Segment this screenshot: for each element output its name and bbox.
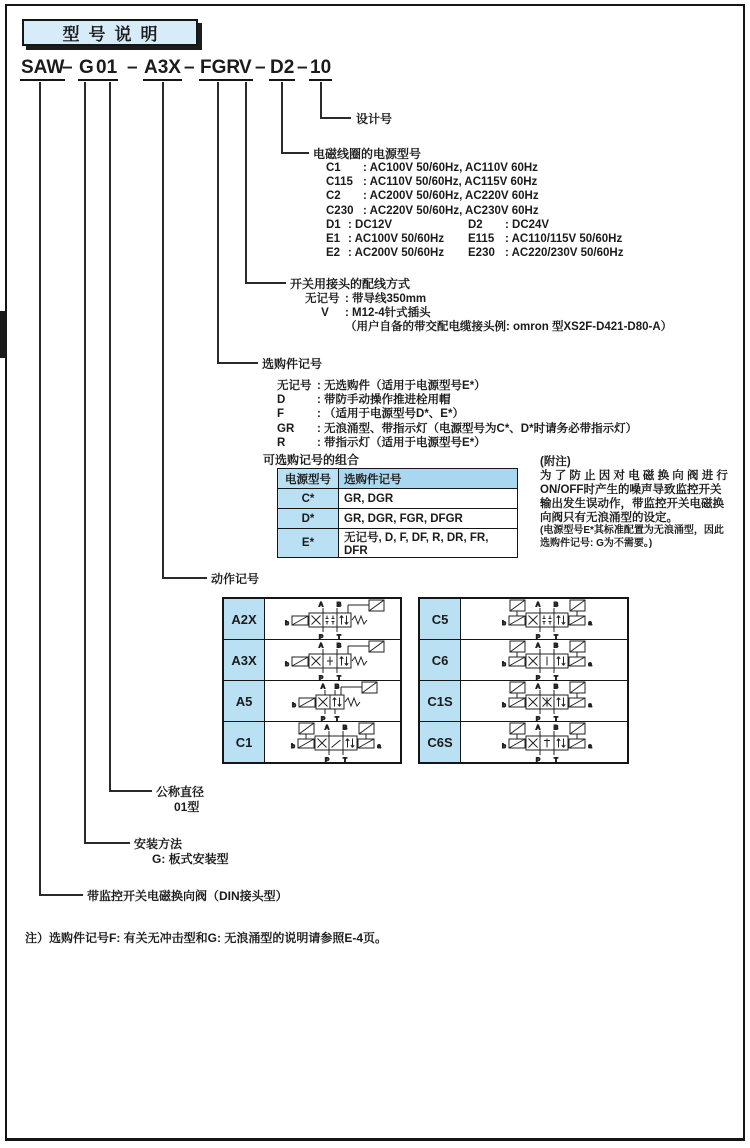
edge-index-tab bbox=[0, 311, 6, 358]
svg-text:A: A bbox=[535, 642, 541, 650]
option-desc: : （适用于电源型号D*、E*） bbox=[317, 408, 464, 421]
power-desc: : AC110V 50/60Hz, AC115V 60Hz bbox=[363, 176, 538, 189]
power-row bbox=[326, 161, 623, 175]
svg-text:B: B bbox=[342, 724, 347, 732]
svg-text:a: a bbox=[588, 743, 592, 750]
svg-text:A: A bbox=[324, 724, 329, 732]
power-row bbox=[326, 175, 623, 189]
combo-header-cell: 选购件记号 bbox=[339, 469, 518, 489]
wiring-list bbox=[305, 292, 672, 335]
model-code-segment: D2 bbox=[269, 57, 295, 81]
combo-row bbox=[278, 529, 518, 558]
option-row bbox=[277, 379, 637, 393]
connector-line bbox=[162, 577, 207, 579]
model-code-dash: – bbox=[297, 57, 308, 78]
power-desc: : AC200V 50/60Hz bbox=[348, 247, 445, 260]
option-code: R bbox=[277, 436, 286, 449]
svg-text:B: B bbox=[336, 601, 341, 609]
action-code: A3X bbox=[224, 640, 265, 680]
svg-text:b: b bbox=[502, 661, 506, 668]
power-code: D1 bbox=[326, 218, 341, 231]
mounting-label: 安装方法 bbox=[134, 837, 183, 851]
connector-line bbox=[281, 152, 309, 154]
action-section-label: 动作记号 bbox=[211, 572, 260, 586]
wiring-desc: : M12-4针式插头 bbox=[345, 307, 431, 320]
valve-symbol bbox=[461, 681, 627, 721]
svg-text:B: B bbox=[553, 683, 559, 691]
power-code: E2 bbox=[326, 247, 341, 260]
connector-line bbox=[245, 282, 286, 284]
svg-text:P: P bbox=[320, 716, 325, 721]
svg-text:P: P bbox=[535, 634, 541, 639]
model-code-segment: V bbox=[238, 57, 253, 81]
model-code-segment: 10 bbox=[309, 57, 332, 81]
connector-line bbox=[217, 362, 258, 364]
power-row bbox=[326, 189, 623, 203]
svg-text:T: T bbox=[336, 675, 341, 680]
remark-line: 输出发生误动作，带监控开关电磁换 bbox=[540, 498, 724, 510]
power-desc: : AC110/115V 50/60Hz bbox=[505, 233, 623, 246]
svg-text:A: A bbox=[535, 601, 541, 609]
power-desc: : AC100V 50/60Hz bbox=[348, 233, 445, 246]
combo-cell: D* bbox=[278, 509, 339, 529]
power-code: C230 bbox=[326, 204, 354, 217]
options-list bbox=[277, 379, 637, 450]
option-desc: : 无选购件（适用于电源型号E*） bbox=[317, 380, 486, 392]
remark-small-line: 选购件记号: G为不需要。) bbox=[540, 537, 653, 549]
design-number-label: 设计号 bbox=[356, 112, 393, 126]
power-section-label: 电磁线圈的电源型号 bbox=[313, 147, 422, 161]
connector-line bbox=[109, 82, 111, 792]
power-desc: : DC24V bbox=[505, 218, 550, 231]
valve-symbol bbox=[265, 599, 400, 639]
remark-line: ON/OFF时产生的噪声导致监控开关 bbox=[540, 484, 722, 496]
power-code: C115 bbox=[326, 176, 353, 189]
power-list bbox=[326, 161, 623, 260]
connector-line bbox=[217, 82, 219, 364]
action-code: A5 bbox=[224, 681, 265, 721]
action-row bbox=[224, 680, 400, 721]
svg-text:T: T bbox=[554, 757, 558, 762]
svg-text:a: a bbox=[588, 620, 592, 627]
power-desc: : DC12V bbox=[348, 218, 393, 231]
action-code: C5 bbox=[420, 599, 461, 639]
action-code: C1 bbox=[224, 722, 265, 762]
action-row bbox=[224, 599, 400, 639]
svg-text:T: T bbox=[554, 634, 558, 639]
power-row bbox=[326, 218, 623, 232]
svg-text:a: a bbox=[588, 661, 592, 668]
action-row bbox=[420, 721, 627, 762]
combo-row bbox=[278, 489, 518, 509]
option-code: 无记号 bbox=[277, 380, 312, 392]
svg-text:T: T bbox=[336, 634, 341, 639]
option-desc: : 带防手动操作推进栓用帽 bbox=[317, 394, 451, 407]
svg-text:B: B bbox=[336, 642, 341, 650]
power-row bbox=[326, 204, 623, 218]
connector-line bbox=[84, 82, 86, 844]
power-row bbox=[326, 246, 623, 260]
diameter-value: 01型 bbox=[174, 800, 200, 814]
wiring-note: （用户自备的带交配电缆接头例: omron 型XS2F-D421-D80-A） bbox=[345, 321, 673, 334]
action-row bbox=[224, 639, 400, 680]
action-code: C1S bbox=[420, 681, 461, 721]
wiring-code: V bbox=[321, 307, 329, 320]
model-code-dash: – bbox=[255, 57, 266, 78]
power-desc: : AC220/230V 50/60Hz bbox=[505, 247, 624, 260]
svg-text:P: P bbox=[318, 675, 323, 680]
footnote: 注）选购件记号F: 有关无冲击型和G: 无浪涌型的说明请参照E-4页。 bbox=[25, 931, 388, 945]
svg-text:a: a bbox=[376, 743, 381, 750]
power-desc: : AC100V 50/60Hz, AC110V 60Hz bbox=[363, 162, 538, 174]
remark-small-line: (电源型号E*其标准配置为无浪涌型，因此 bbox=[540, 525, 724, 536]
option-row bbox=[277, 422, 637, 436]
model-code-dash: – bbox=[62, 57, 73, 78]
wiring-row bbox=[305, 306, 672, 320]
svg-text:A: A bbox=[535, 683, 541, 691]
model-code-segment: 01 bbox=[95, 57, 118, 81]
action-table-left bbox=[222, 597, 402, 764]
svg-text:P: P bbox=[324, 757, 329, 762]
wiring-code: 无记号 bbox=[305, 293, 340, 305]
valve-symbol bbox=[461, 640, 627, 680]
svg-text:A: A bbox=[318, 601, 323, 609]
svg-text:A: A bbox=[320, 683, 325, 691]
option-code: D bbox=[277, 394, 286, 407]
connector-line bbox=[281, 82, 283, 154]
mounting-value: G: 板式安装型 bbox=[152, 852, 229, 866]
option-desc: : 无浪涌型、带指示灯（电源型号为C*、D*时请务必带指示灯） bbox=[317, 422, 638, 435]
model-code-segment: FGR bbox=[199, 57, 241, 81]
power-code: E1 bbox=[326, 233, 341, 246]
connector-line bbox=[245, 82, 247, 284]
section-title-box bbox=[22, 19, 198, 46]
model-code-segment: G bbox=[78, 57, 95, 81]
action-row bbox=[420, 680, 627, 721]
option-code: F bbox=[277, 408, 285, 421]
svg-text:B: B bbox=[334, 683, 339, 691]
model-code-segment: SAW bbox=[20, 57, 65, 81]
connector-line bbox=[84, 842, 130, 844]
series-label: 带监控开关电磁换向阀（DIN接头型） bbox=[87, 889, 288, 903]
model-code-dash: – bbox=[184, 57, 195, 78]
valve-symbol bbox=[265, 722, 400, 762]
svg-text:B: B bbox=[553, 724, 559, 732]
remark-line: 向阀只有无浪涌型的设定。 bbox=[540, 512, 678, 524]
combo-cell: GR, DGR bbox=[339, 489, 518, 509]
svg-text:T: T bbox=[554, 716, 558, 721]
power-code: C1 bbox=[326, 162, 341, 174]
svg-text:b: b bbox=[284, 661, 289, 668]
action-code: C6S bbox=[420, 722, 461, 762]
svg-text:P: P bbox=[535, 716, 541, 721]
model-code-segment: A3X bbox=[143, 57, 182, 81]
combo-header-cell: 电源型号 bbox=[278, 469, 339, 489]
svg-text:a: a bbox=[588, 702, 592, 709]
model-code-dash: – bbox=[127, 57, 138, 78]
option-desc: : 带指示灯（适用于电源型号E*） bbox=[317, 436, 486, 449]
power-desc: : AC220V 50/60Hz, AC230V 60Hz bbox=[363, 204, 539, 217]
remark-line: (附注) bbox=[540, 456, 571, 468]
svg-text:b: b bbox=[502, 702, 506, 709]
power-code: C2 bbox=[326, 190, 341, 203]
combo-cell: E* bbox=[278, 529, 339, 558]
svg-text:B: B bbox=[553, 642, 559, 650]
option-row bbox=[277, 407, 637, 421]
power-code: E230 bbox=[468, 247, 495, 260]
valve-symbol bbox=[265, 681, 400, 721]
action-row bbox=[420, 599, 627, 639]
remark-note bbox=[540, 455, 746, 550]
connector-line bbox=[320, 117, 351, 119]
combo-cell: 无记号, D, F, DF, R, DR, FR, DFR bbox=[339, 529, 518, 558]
svg-text:P: P bbox=[535, 757, 541, 762]
combo-table-title: 可选购记号的组合 bbox=[263, 453, 360, 467]
svg-text:T: T bbox=[334, 716, 339, 721]
option-code: GR bbox=[277, 422, 295, 435]
option-row bbox=[277, 436, 637, 450]
power-code: D2 bbox=[468, 218, 483, 231]
svg-text:P: P bbox=[535, 675, 541, 680]
svg-text:P: P bbox=[318, 634, 323, 639]
svg-text:T: T bbox=[342, 757, 347, 762]
connector-line bbox=[39, 894, 83, 896]
svg-text:b: b bbox=[502, 743, 506, 750]
power-code: E115 bbox=[468, 233, 495, 246]
valve-symbol bbox=[461, 722, 627, 762]
action-table-right bbox=[418, 597, 629, 764]
combo-cell: GR, DGR, FGR, DFGR bbox=[339, 509, 518, 529]
wiring-section-label: 开关用接头的配线方式 bbox=[290, 277, 411, 291]
svg-text:b: b bbox=[290, 743, 295, 750]
combo-table bbox=[277, 468, 518, 558]
action-row bbox=[224, 721, 400, 762]
connector-line bbox=[162, 82, 164, 579]
combo-row bbox=[278, 509, 518, 529]
connector-line bbox=[109, 790, 152, 792]
svg-text:B: B bbox=[553, 601, 559, 609]
diameter-label: 公称直径 bbox=[156, 785, 205, 799]
svg-text:T: T bbox=[554, 675, 558, 680]
power-row bbox=[326, 232, 623, 246]
power-desc: : AC200V 50/60Hz, AC220V 60Hz bbox=[363, 190, 539, 203]
connector-line bbox=[39, 82, 41, 896]
remark-line: 为了防止因对电磁换向阀进行 bbox=[540, 470, 732, 482]
wiring-row bbox=[305, 292, 672, 306]
svg-text:b: b bbox=[502, 620, 506, 627]
valve-symbol bbox=[265, 640, 400, 680]
wiring-desc: : 带导线350mm bbox=[345, 293, 427, 305]
options-section-label: 选购件记号 bbox=[262, 357, 323, 371]
action-row bbox=[420, 639, 627, 680]
action-code: A2X bbox=[224, 599, 265, 639]
action-code: C6 bbox=[420, 640, 461, 680]
svg-text:b: b bbox=[284, 620, 289, 627]
svg-text:b: b bbox=[291, 702, 296, 709]
svg-text:A: A bbox=[535, 724, 541, 732]
connector-line bbox=[320, 82, 322, 119]
valve-symbol bbox=[461, 599, 627, 639]
combo-cell: C* bbox=[278, 489, 339, 509]
svg-text:A: A bbox=[318, 642, 323, 650]
combo-header-row bbox=[278, 469, 518, 489]
page-title: 型号说明 bbox=[62, 25, 167, 44]
option-row bbox=[277, 393, 637, 407]
